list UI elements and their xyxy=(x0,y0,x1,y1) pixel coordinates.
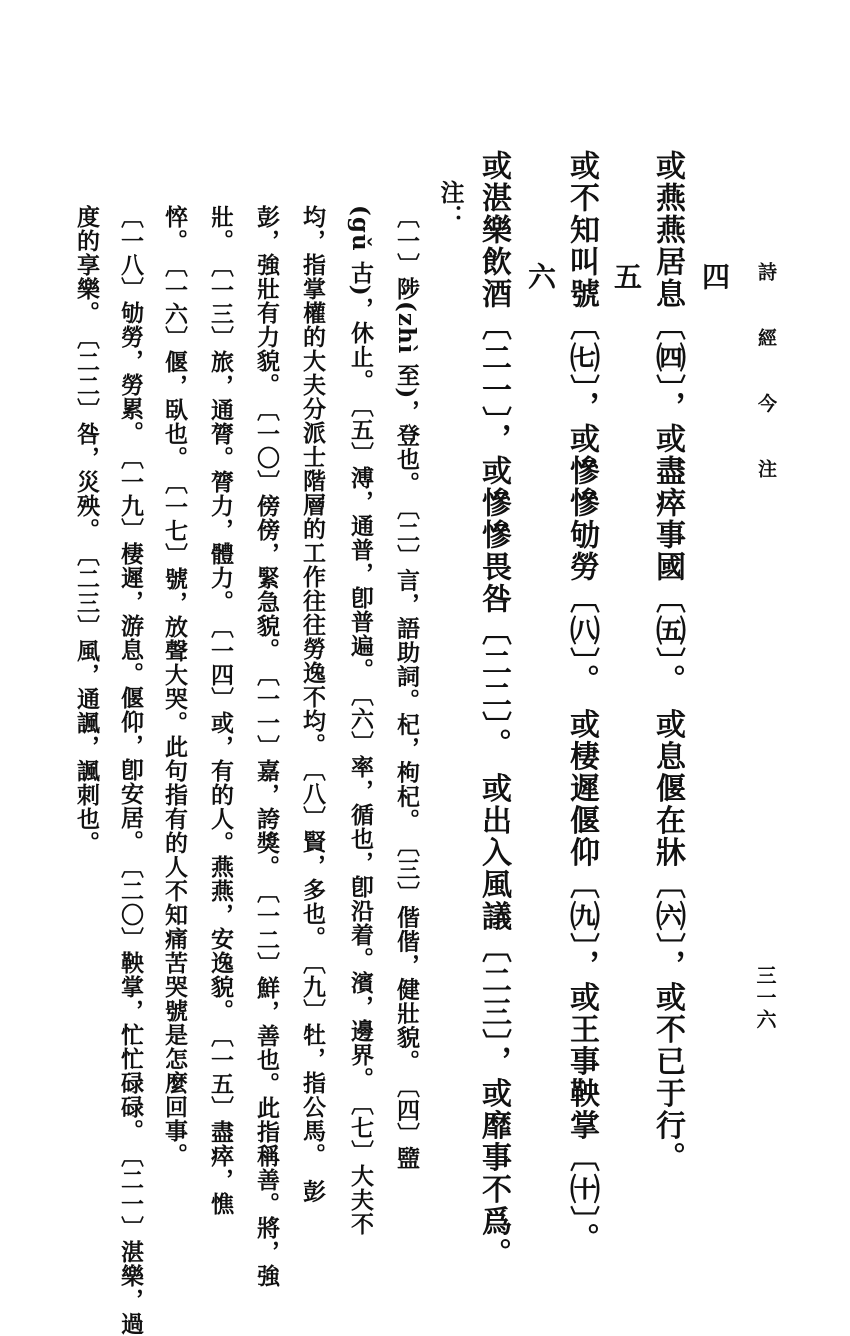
notes-label: 注： xyxy=(436,180,465,228)
note-line: (gǔ 古)，休止。 〔五〕溥，通普，卽普遍。 〔六〕率，循也，卽沿着。濱，邊界。 〔七〕大夫不 xyxy=(347,205,374,1236)
stanza-heading-4: 四 xyxy=(698,262,731,290)
page-number: 三一六 xyxy=(753,965,777,1031)
note-line: 〔一〕陟(zhì 至)，登也。 〔二〕言，語助詞。杞，枸杞。 〔三〕偕偕，健壯貌。 〔四〕盬 xyxy=(393,205,420,1171)
poem-line-stanza-5: 或不知叫號〔㈦〕，或慘慘劬勞〔㈧〕。 或棲遲偃仰〔㈨〕，或王事鞅掌〔㈩〕。 xyxy=(564,150,599,1255)
stanza-heading-6: 六 xyxy=(524,262,557,290)
note-line: 〔一八〕劬勞，勞累。 〔一九〕棲遲，游息。偃仰，卽安居。 〔二〇〕鞅掌，忙忙碌碌。 〔二一〕湛樂，過 xyxy=(117,205,144,1336)
note-line: 壯。 〔一三〕旅，通膂。膂力，體力。 〔一四〕或，有的人。燕燕，安逸貌。 〔一五〕盡瘁，憔 xyxy=(207,205,234,1216)
note-line: 度的享樂。 〔二二〕咎，災殃。 〔二三〕風，通諷，諷刺也。 xyxy=(73,205,100,855)
poem-line-stanza-4: 或燕燕居息〔㈣〕，或盡瘁事國〔㈤〕。 或息偃在牀〔㈥〕，或不已于行。 xyxy=(650,150,685,1174)
note-line: 均，指掌權的大夫分派士階層的工作往往勞逸不均。 〔八〕賢，多也。 〔九〕牡，指公馬。 彭 xyxy=(299,205,326,1204)
stanza-heading-5: 五 xyxy=(610,262,643,290)
note-line: 悴。 〔一六〕偃，臥也。 〔一七〕號，放聲大哭。此句指有的人不知痛苦哭號是怎麼回事。 xyxy=(161,205,188,1167)
poem-line-stanza-6: 或湛樂飲酒〔二一〕，或慘慘畏咎〔二二〕。 或出入風議〔二三〕，或靡事不爲。 xyxy=(476,150,511,1270)
running-title: 詩 經 今 注 xyxy=(755,262,777,498)
note-line: 彭，強壯有力貌。 〔一〇〕傍傍，緊急貌。 〔一一〕嘉，誇獎。 〔一二〕鮮，善也。此指稱善。將，強 xyxy=(253,205,280,1288)
